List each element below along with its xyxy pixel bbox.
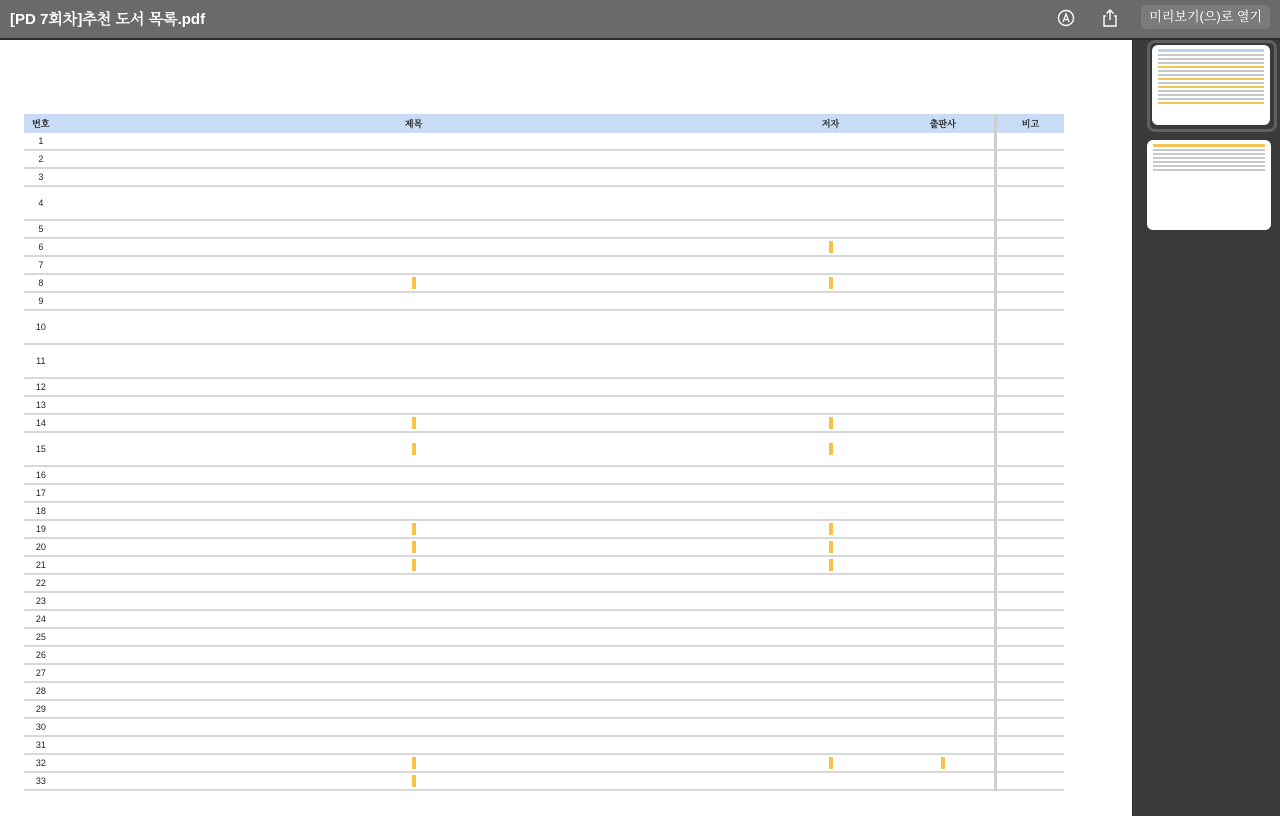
- cell-title: [58, 736, 770, 754]
- cell-title: [58, 520, 770, 538]
- pdf-page: [0, 40, 1132, 816]
- table-row: [24, 310, 1064, 344]
- cell-note: [995, 646, 1064, 664]
- window-title: [PD 7회차]추천 도서 목록.pdf: [10, 11, 206, 28]
- markup-icon[interactable]: [1054, 6, 1078, 30]
- cell-publisher: [892, 610, 996, 628]
- cell-title: [58, 220, 770, 238]
- cell-publisher: [892, 502, 996, 520]
- cell-note: [995, 682, 1064, 700]
- cell-title: [58, 646, 770, 664]
- table-row: [24, 274, 1064, 292]
- cell-number-text: 30: [35, 721, 46, 732]
- cell-author: [769, 220, 891, 238]
- table-row: [24, 718, 1064, 736]
- cell-publisher: [892, 538, 996, 556]
- cell-number: [24, 396, 58, 414]
- cell-number-text: 21: [35, 559, 46, 570]
- cell-note: [995, 256, 1064, 274]
- cell-author-text: [829, 241, 833, 253]
- table-row: [24, 168, 1064, 186]
- book-list-table: [24, 114, 1064, 791]
- cell-number: [24, 628, 58, 646]
- header-author: 저자: [769, 114, 891, 133]
- cell-number-text: 22: [35, 577, 46, 588]
- cell-author: [769, 520, 891, 538]
- cell-author: [769, 133, 891, 150]
- cell-title-text: [412, 541, 416, 553]
- page-thumbnail-1[interactable]: [1147, 40, 1277, 132]
- share-icon[interactable]: [1098, 6, 1122, 30]
- cell-title-text: [412, 277, 416, 289]
- cell-title: [58, 344, 770, 378]
- cell-author-text: [829, 417, 833, 429]
- cell-number: [24, 736, 58, 754]
- cell-author: [769, 700, 891, 718]
- cell-author-text: [829, 757, 833, 769]
- cell-note: [995, 754, 1064, 772]
- cell-publisher: [892, 484, 996, 502]
- cell-title: [58, 466, 770, 484]
- cell-title: [58, 396, 770, 414]
- cell-number-text: 28: [35, 685, 46, 696]
- cell-author: [769, 538, 891, 556]
- cell-note: [995, 484, 1064, 502]
- cell-author: [769, 414, 891, 432]
- cell-number-text: 24: [35, 613, 46, 624]
- cell-title: [58, 150, 770, 168]
- cell-publisher: [892, 396, 996, 414]
- cell-number-text: 27: [35, 667, 46, 678]
- cell-number-text: 9: [38, 295, 44, 306]
- cell-number-text: 8: [38, 277, 44, 288]
- cell-number: [24, 646, 58, 664]
- table-row: [24, 220, 1064, 238]
- cell-author: [769, 628, 891, 646]
- cell-publisher: [892, 292, 996, 310]
- cell-note: [995, 396, 1064, 414]
- cell-author: [769, 466, 891, 484]
- cell-author: [769, 274, 891, 292]
- cell-publisher: [892, 700, 996, 718]
- cell-number-text: 6: [38, 241, 44, 252]
- table-row: [24, 664, 1064, 682]
- cell-number-text: 1: [38, 135, 44, 146]
- cell-number-text: 2: [38, 153, 44, 164]
- cell-note: [995, 310, 1064, 344]
- cell-title: [58, 718, 770, 736]
- cell-title: [58, 574, 770, 592]
- cell-author: [769, 432, 891, 466]
- cell-title: [58, 664, 770, 682]
- cell-title: [58, 186, 770, 220]
- cell-title: [58, 502, 770, 520]
- table-row: [24, 396, 1064, 414]
- cell-number-text: 25: [35, 631, 46, 642]
- cell-title-text: [412, 417, 416, 429]
- cell-publisher: [892, 414, 996, 432]
- cell-author: [769, 344, 891, 378]
- cell-note: [995, 414, 1064, 432]
- cell-note: [995, 274, 1064, 292]
- cell-number: [24, 700, 58, 718]
- cell-author-text: [829, 277, 833, 289]
- cell-note: [995, 556, 1064, 574]
- cell-publisher: [892, 432, 996, 466]
- cell-title: [58, 292, 770, 310]
- cell-note: [995, 344, 1064, 378]
- cell-number-text: 3: [38, 171, 44, 182]
- cell-number: [24, 484, 58, 502]
- cell-note: [995, 133, 1064, 150]
- cell-note: [995, 292, 1064, 310]
- thumbnail-page-2: [1147, 140, 1271, 230]
- cell-number: [24, 772, 58, 790]
- cell-note: [995, 466, 1064, 484]
- header-note: 비고: [995, 114, 1064, 133]
- cell-note: [995, 592, 1064, 610]
- cell-publisher: [892, 736, 996, 754]
- cell-number: [24, 466, 58, 484]
- cell-publisher: [892, 256, 996, 274]
- cell-number: [24, 344, 58, 378]
- cell-publisher: [892, 220, 996, 238]
- cell-author: [769, 646, 891, 664]
- table-row: [24, 646, 1064, 664]
- cell-note: [995, 502, 1064, 520]
- cell-title-text: [412, 775, 416, 787]
- cell-title: [58, 700, 770, 718]
- cell-title: [58, 414, 770, 432]
- header-title: 제목: [58, 114, 770, 133]
- cell-number: [24, 256, 58, 274]
- cell-publisher: [892, 664, 996, 682]
- cell-author: [769, 502, 891, 520]
- cell-number-text: 13: [35, 399, 46, 410]
- cell-publisher: [892, 628, 996, 646]
- cell-publisher: [892, 754, 996, 772]
- cell-author-text: [829, 559, 833, 571]
- cell-note: [995, 238, 1064, 256]
- cell-number-text: 7: [38, 259, 44, 270]
- table-row: [24, 754, 1064, 772]
- cell-author: [769, 484, 891, 502]
- cell-number: [24, 238, 58, 256]
- cell-publisher: [892, 556, 996, 574]
- table-row: [24, 484, 1064, 502]
- table-row: [24, 700, 1064, 718]
- table-row: [24, 344, 1064, 378]
- cell-author: [769, 556, 891, 574]
- cell-number-text: 14: [35, 417, 46, 428]
- table-row: [24, 414, 1064, 432]
- cell-number-text: 19: [35, 523, 46, 534]
- cell-number: [24, 378, 58, 396]
- cell-note: [995, 574, 1064, 592]
- cell-author: [769, 310, 891, 344]
- cell-author-text: [829, 443, 833, 455]
- cell-note: [995, 186, 1064, 220]
- cell-author: [769, 396, 891, 414]
- table-row: [24, 610, 1064, 628]
- cell-note: [995, 700, 1064, 718]
- cell-author: [769, 150, 891, 168]
- cell-author: [769, 292, 891, 310]
- cell-note: [995, 520, 1064, 538]
- cell-author: [769, 736, 891, 754]
- cell-publisher: [892, 344, 996, 378]
- cell-author-text: [829, 523, 833, 535]
- cell-note: [995, 772, 1064, 790]
- cell-title: [58, 556, 770, 574]
- cell-publisher-text: [941, 757, 945, 769]
- table-row: [24, 556, 1064, 574]
- cell-number: [24, 718, 58, 736]
- cell-author: [769, 610, 891, 628]
- table-row: [24, 150, 1064, 168]
- cell-number-text: 16: [35, 469, 46, 480]
- cell-note: [995, 664, 1064, 682]
- cell-number: [24, 538, 58, 556]
- cell-author: [769, 378, 891, 396]
- cell-number-text: 11: [36, 355, 46, 366]
- cell-number-text: 5: [38, 223, 44, 234]
- cell-publisher: [892, 520, 996, 538]
- table-header-row: [24, 114, 1064, 133]
- header-publisher: 출판사: [892, 114, 996, 133]
- cell-number: [24, 592, 58, 610]
- cell-number-text: 18: [35, 505, 46, 516]
- cell-title-text: [412, 757, 416, 769]
- cell-number: [24, 133, 58, 150]
- cell-author: [769, 256, 891, 274]
- cell-number: [24, 754, 58, 772]
- cell-number: [24, 556, 58, 574]
- table-row: [24, 378, 1064, 396]
- cell-number-text: 26: [35, 649, 46, 660]
- cell-number-text: 31: [35, 739, 46, 750]
- cell-publisher: [892, 772, 996, 790]
- cell-title: [58, 256, 770, 274]
- cell-title: [58, 538, 770, 556]
- cell-title: [58, 610, 770, 628]
- cell-author-text: [829, 541, 833, 553]
- cell-note: [995, 538, 1064, 556]
- cell-publisher: [892, 274, 996, 292]
- cell-note: [995, 168, 1064, 186]
- cell-title: [58, 432, 770, 466]
- cell-publisher: [892, 168, 996, 186]
- cell-publisher: [892, 646, 996, 664]
- cell-number-text: 10: [35, 321, 46, 332]
- table-row: [24, 502, 1064, 520]
- cell-number: [24, 310, 58, 344]
- cell-title: [58, 378, 770, 396]
- table-row: [24, 682, 1064, 700]
- cell-number: [24, 574, 58, 592]
- table-row: [24, 592, 1064, 610]
- table-row: [24, 186, 1064, 220]
- cell-author: [769, 168, 891, 186]
- cell-number-text: 33: [35, 775, 46, 786]
- cell-title: [58, 484, 770, 502]
- cell-number-text: 20: [35, 541, 46, 552]
- cell-number-text: 4: [38, 197, 44, 208]
- cell-number: [24, 150, 58, 168]
- cell-publisher: [892, 682, 996, 700]
- cell-author: [769, 682, 891, 700]
- cell-number: [24, 610, 58, 628]
- cell-number: [24, 220, 58, 238]
- cell-publisher: [892, 238, 996, 256]
- table-row: [24, 538, 1064, 556]
- table-row: [24, 238, 1064, 256]
- window-titlebar: [0, 0, 1280, 38]
- cell-publisher: [892, 150, 996, 168]
- cell-title-text: [412, 523, 416, 535]
- table-row: [24, 628, 1064, 646]
- cell-note: [995, 220, 1064, 238]
- cell-number-text: 32: [35, 757, 46, 768]
- cell-number-text: 29: [35, 703, 46, 714]
- cell-number-text: 15: [35, 443, 46, 454]
- cell-number: [24, 502, 58, 520]
- page-thumbnail-2[interactable]: [1147, 140, 1271, 232]
- table-row: [24, 256, 1064, 274]
- cell-number-text: 12: [35, 381, 46, 392]
- cell-title: [58, 310, 770, 344]
- cell-author: [769, 574, 891, 592]
- cell-publisher: [892, 466, 996, 484]
- thumbnail-sidebar: [1133, 40, 1280, 816]
- cell-publisher: [892, 186, 996, 220]
- cell-author: [769, 664, 891, 682]
- cell-note: [995, 378, 1064, 396]
- cell-title: [58, 754, 770, 772]
- cell-publisher: [892, 718, 996, 736]
- cell-title: [58, 133, 770, 150]
- cell-author: [769, 186, 891, 220]
- cell-note: [995, 150, 1064, 168]
- cell-number-text: 17: [35, 487, 46, 498]
- cell-title: [58, 274, 770, 292]
- cell-publisher: [892, 133, 996, 150]
- cell-number: [24, 414, 58, 432]
- table-row: [24, 133, 1064, 150]
- table-row: [24, 574, 1064, 592]
- cell-title-text: [412, 559, 416, 571]
- table-row: [24, 736, 1064, 754]
- cell-author: [769, 718, 891, 736]
- cell-number: [24, 292, 58, 310]
- cell-note: [995, 432, 1064, 466]
- cell-number: [24, 432, 58, 466]
- cell-note: [995, 610, 1064, 628]
- cell-title: [58, 238, 770, 256]
- cell-number-text: 23: [35, 595, 46, 606]
- table-row: [24, 520, 1064, 538]
- cell-note: [995, 736, 1064, 754]
- cell-number: [24, 520, 58, 538]
- header-number: 번호: [24, 114, 58, 133]
- cell-title: [58, 592, 770, 610]
- cell-number: [24, 682, 58, 700]
- cell-author: [769, 754, 891, 772]
- cell-publisher: [892, 592, 996, 610]
- cell-number: [24, 664, 58, 682]
- cell-publisher: [892, 378, 996, 396]
- cell-title: [58, 168, 770, 186]
- thumbnail-page-1: [1152, 45, 1270, 125]
- table-row: [24, 772, 1064, 790]
- open-in-preview-button[interactable]: 미리보기(으)로 열기: [1141, 5, 1270, 29]
- cell-number: [24, 168, 58, 186]
- cell-author: [769, 772, 891, 790]
- cell-author: [769, 238, 891, 256]
- cell-number: [24, 274, 58, 292]
- cell-title-text: [412, 443, 416, 455]
- cell-title: [58, 682, 770, 700]
- cell-publisher: [892, 574, 996, 592]
- cell-note: [995, 628, 1064, 646]
- table-row: [24, 466, 1064, 484]
- cell-note: [995, 718, 1064, 736]
- cell-title: [58, 772, 770, 790]
- cell-title: [58, 628, 770, 646]
- table-row: [24, 432, 1064, 466]
- cell-author: [769, 592, 891, 610]
- table-row: [24, 292, 1064, 310]
- cell-number: [24, 186, 58, 220]
- cell-publisher: [892, 310, 996, 344]
